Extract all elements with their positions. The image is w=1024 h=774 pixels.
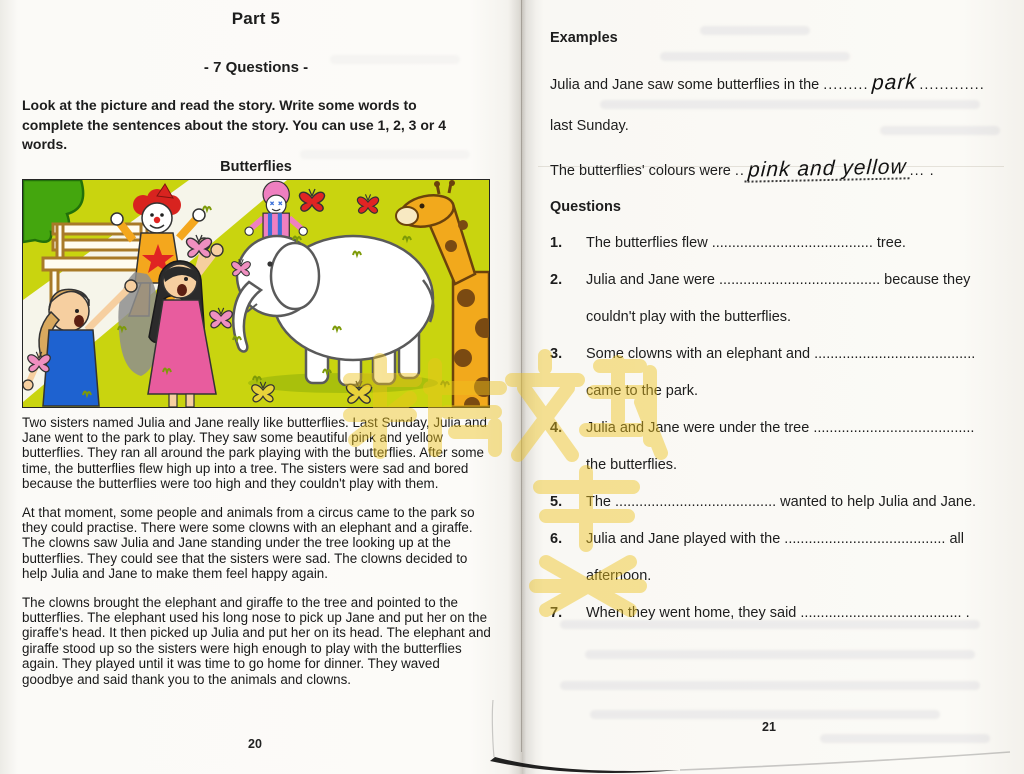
question-3 <box>550 344 1002 364</box>
example-sentence-1-continuation: last Sunday. <box>550 118 629 134</box>
question-text: Some clowns with an elephant and ........................................ <box>586 346 976 362</box>
story-paragraph: At that moment, some people and animals from a circus came to the park so they could practise. There were some clowns with an elephant and a giraffe. The clowns saw Julia and Jane standing under the tree looking up at the butterflies. They could see that the sisters were sad. The clowns decided to help Julia and Jane to make them feel happy again. <box>22 504 475 582</box>
question-1 <box>550 233 1002 253</box>
example-1-handwritten-answer: park <box>870 70 917 95</box>
answer-dots: ... . <box>909 163 935 179</box>
answer-dots: ............. <box>919 77 985 93</box>
question-number: 3. <box>550 346 563 362</box>
story-title: Butterflies <box>220 158 292 175</box>
page-number-right: 21 <box>762 720 776 734</box>
question-text: The ........................................ wanted to help Julia and Jane. <box>586 494 977 510</box>
story-illustration-svg <box>23 180 489 407</box>
question-text: Julia and Jane played with the ........................................ all <box>586 531 964 547</box>
question-3-continuation: came to the park. <box>586 383 699 399</box>
question-number: 7. <box>550 605 563 621</box>
story-text <box>22 415 494 688</box>
questions-list <box>550 233 1002 623</box>
question-6 <box>550 529 1002 549</box>
example-2-text: The butterflies' colours were <box>550 163 735 179</box>
page-gutter-line <box>521 0 522 752</box>
question-text: The butterflies flew ........................................ tree. <box>586 235 906 251</box>
question-text: Julia and Jane were under the tree ........................................ <box>586 420 975 436</box>
question-text: Julia and Jane were ........................................ because they <box>586 272 971 288</box>
story-paragraph: Two sisters named Julia and Jane really like butterflies. Last Sunday, Julia and Jane went to the park to play. They saw some beautiful pink and yellow butterflies. They ran all around the park playing with the butterflies. After some time, the butterflies flew high up into a tree. The sisters were sad and bored because the butterflies were too high and they couldn't play with them. <box>22 414 487 492</box>
question-number: 4. <box>550 420 563 436</box>
question-number: 5. <box>550 494 563 510</box>
example-sentence-2 <box>550 155 1002 183</box>
question-5 <box>550 492 1002 512</box>
example-sentence-1 <box>550 70 1002 97</box>
scan-crease <box>538 166 1004 167</box>
question-2-continuation: couldn't play with the butterflies. <box>586 309 792 325</box>
answer-dots: ......... <box>823 77 869 93</box>
question-4-continuation: the butterflies. <box>586 457 678 473</box>
question-7 <box>550 603 1002 623</box>
right-page <box>522 0 1024 774</box>
example-1-text: Julia and Jane saw some butterflies in the <box>550 77 824 93</box>
answer-dots: .. <box>734 163 745 179</box>
question-text: When they went home, they said ........................................ . <box>586 605 970 621</box>
instructions-text: Look at the picture and read the story. Write some words to complete the sentences about the story. You can use 1, 2, 3 or 4 words. <box>22 97 447 152</box>
question-4 <box>550 418 1002 438</box>
question-2 <box>550 270 1002 290</box>
story-paragraph: The clowns brought the elephant and giraffe to the tree and pointed to the butterflies. The elephant used his long nose to pick up Jane and put her on the giraffe's head. It then picked up Julia and put her on its head. The elephant and giraffe stood up so the sisters were high enough to play with the butterflies again. They played until it was time to go home for dinner. They waved goodbye and said thank you to the animals and clowns. <box>22 594 491 687</box>
questions-heading: Questions <box>550 199 621 215</box>
part-heading: Part 5 <box>231 9 281 28</box>
question-6-continuation: afternoon. <box>586 568 652 584</box>
example-2-handwritten-answer: pink and yellow <box>744 157 910 182</box>
question-number: 6. <box>550 531 563 547</box>
page-number-left: 20 <box>248 737 262 751</box>
question-number: 1. <box>550 235 563 251</box>
questions-count-heading: - 7 Questions - <box>203 59 309 76</box>
story-illustration <box>22 179 490 408</box>
question-number: 2. <box>550 272 563 288</box>
examples-heading: Examples <box>550 30 618 46</box>
